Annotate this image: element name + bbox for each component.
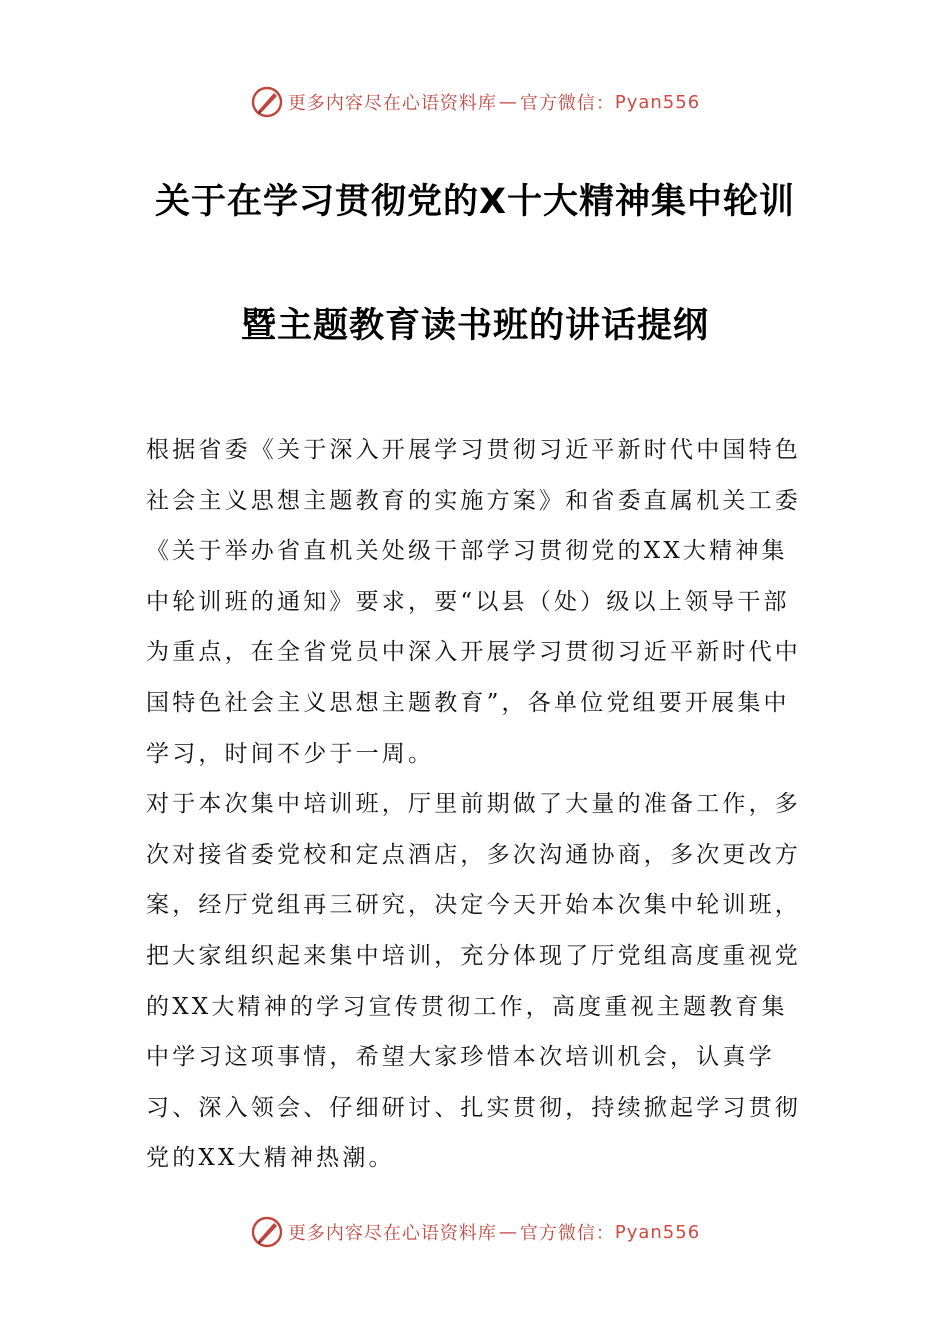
watermark-site-text: 更多内容尽在心语资料库 bbox=[287, 93, 497, 114]
watermark-wechat-id: Pyan556 bbox=[614, 1221, 701, 1243]
body-paragraph-2: 对于本次集中培训班，厅里前期做了大量的准备工作，多次对接省委党校和定点酒店，多次沟通协商，多次更改方案，经厅党组再三研究，决定今天开始本次集中轮训班，把大家组织起来集中培训，充分体现了厅党组高度重视党的XX大精神的学习宣传贯彻工作，高度重视主题教育集中学习这项事情，希望大家珍惜本次培训机会，认真学习、深入领会、仔细研讨、扎实贯彻，持续掀起学习贯彻党的XX大精神热潮。 bbox=[146, 791, 801, 1172]
watermark-wechat-label: 官方微信： bbox=[519, 1223, 615, 1244]
watermark-wechat-label: 官方微信： bbox=[519, 93, 615, 114]
watermark-separator: — bbox=[498, 1221, 518, 1243]
pen-logo-icon bbox=[250, 1215, 284, 1249]
watermark-separator: — bbox=[498, 91, 518, 113]
document-body bbox=[146, 425, 806, 1184]
pen-logo-icon bbox=[250, 85, 284, 119]
document-title-line-2: 暨主题教育读书班的讲话提纲 bbox=[240, 306, 709, 346]
watermark-wechat-id: Pyan556 bbox=[614, 91, 701, 113]
document-title-line-1: 关于在学习贯彻党的X十大精神集中轮训 bbox=[155, 182, 795, 222]
body-paragraph-1: 根据省委《关于深入开展学习贯彻习近平新时代中国特色社会主义思想主题教育的实施方案》和省委直属机关工委《关于举办省直机关处级干部学习贯彻党的XX大精神集中轮训班的通知》要求，要“以县（处）级以上领导干部为重点，在全省党员中深入开展学习贯彻习近平新时代中国特色社会主义思想主题教育”，各单位党组要开展集中学习，时间不少于一周。 bbox=[146, 437, 801, 767]
footer-watermark bbox=[0, 1212, 950, 1252]
header-watermark bbox=[0, 82, 950, 122]
watermark-site-text: 更多内容尽在心语资料库 bbox=[287, 1223, 497, 1244]
